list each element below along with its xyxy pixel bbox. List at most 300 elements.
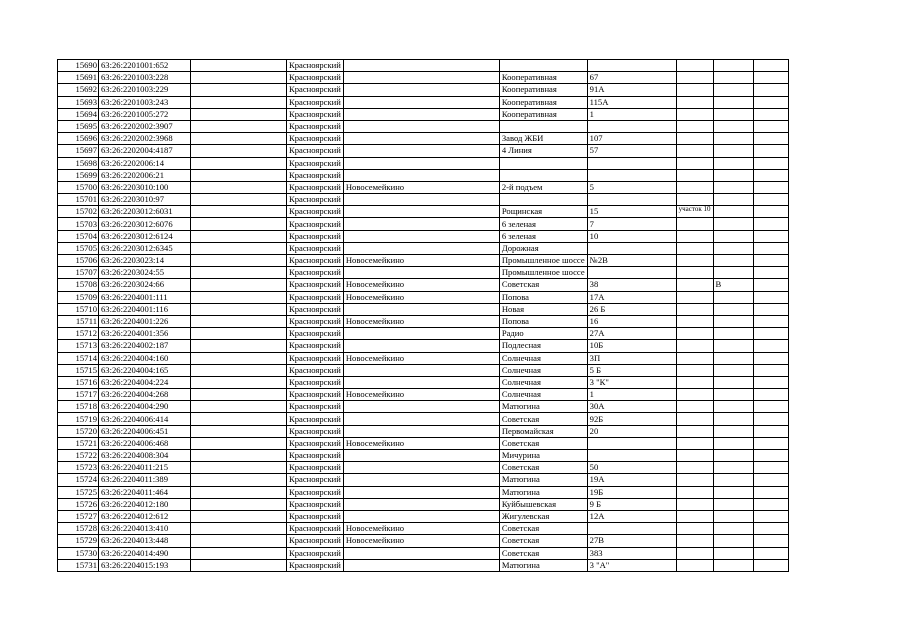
cell-c3[interactable]	[191, 462, 287, 474]
cell-street[interactable]	[499, 169, 587, 181]
cell-lit[interactable]	[713, 437, 753, 449]
cell-extra[interactable]	[676, 340, 713, 352]
cell-lit[interactable]	[713, 72, 753, 84]
cell-c10[interactable]	[753, 559, 788, 571]
cell-cad[interactable]: 63:26:2204004:268	[99, 389, 191, 401]
cell-extra[interactable]	[676, 84, 713, 96]
cell-num[interactable]: 15702	[58, 206, 99, 218]
cell-house[interactable]: 50	[587, 462, 676, 474]
cell-extra[interactable]	[676, 291, 713, 303]
cell-house[interactable]	[587, 450, 676, 462]
cell-settlement[interactable]	[343, 108, 499, 120]
cell-c10[interactable]	[753, 108, 788, 120]
cell-c3[interactable]	[191, 157, 287, 169]
cell-district[interactable]: Красноярский	[287, 413, 344, 425]
cell-street[interactable]: Матюгина	[499, 486, 587, 498]
cell-district[interactable]: Красноярский	[287, 328, 344, 340]
cell-district[interactable]: Красноярский	[287, 425, 344, 437]
cell-settlement[interactable]	[343, 267, 499, 279]
cell-c3[interactable]	[191, 279, 287, 291]
cell-lit[interactable]	[713, 120, 753, 132]
cell-settlement[interactable]	[343, 328, 499, 340]
cell-district[interactable]: Красноярский	[287, 242, 344, 254]
cell-lit[interactable]	[713, 523, 753, 535]
cell-street[interactable]: Советская	[499, 523, 587, 535]
cell-cad[interactable]: 63:26:2201003:243	[99, 96, 191, 108]
cell-extra[interactable]	[676, 242, 713, 254]
cell-lit[interactable]	[713, 206, 753, 218]
cell-street[interactable]: Солнечная	[499, 364, 587, 376]
cell-num[interactable]: 15727	[58, 510, 99, 522]
cell-extra[interactable]	[676, 255, 713, 267]
cell-c3[interactable]	[191, 242, 287, 254]
cell-settlement[interactable]	[343, 462, 499, 474]
cell-district[interactable]: Красноярский	[287, 547, 344, 559]
cell-cad[interactable]: 63:26:2204001:226	[99, 315, 191, 327]
cell-house[interactable]: 67	[587, 72, 676, 84]
cell-district[interactable]: Красноярский	[287, 84, 344, 96]
cell-num[interactable]: 15731	[58, 559, 99, 571]
cell-lit[interactable]	[713, 413, 753, 425]
cell-street[interactable]: Новая	[499, 303, 587, 315]
cell-num[interactable]: 15726	[58, 498, 99, 510]
cell-extra[interactable]	[676, 315, 713, 327]
cell-c3[interactable]	[191, 181, 287, 193]
cell-extra[interactable]	[676, 181, 713, 193]
cell-num[interactable]: 15724	[58, 474, 99, 486]
cell-c10[interactable]	[753, 291, 788, 303]
cell-c10[interactable]	[753, 169, 788, 181]
cell-street[interactable]: 2-й подъем	[499, 181, 587, 193]
cell-cad[interactable]: 63:26:2201005:272	[99, 108, 191, 120]
cell-lit[interactable]	[713, 133, 753, 145]
cell-settlement[interactable]: Новосемейкино	[343, 437, 499, 449]
cell-district[interactable]: Красноярский	[287, 315, 344, 327]
cell-street[interactable]	[499, 120, 587, 132]
cell-settlement[interactable]	[343, 303, 499, 315]
cell-c10[interactable]	[753, 340, 788, 352]
cell-house[interactable]	[587, 242, 676, 254]
cell-num[interactable]: 15694	[58, 108, 99, 120]
cell-cad[interactable]: 63:26:2203012:6031	[99, 206, 191, 218]
cell-lit[interactable]	[713, 169, 753, 181]
cell-extra[interactable]	[676, 108, 713, 120]
cell-c10[interactable]	[753, 389, 788, 401]
cell-house[interactable]: 30А	[587, 401, 676, 413]
cell-district[interactable]: Красноярский	[287, 133, 344, 145]
cell-lit[interactable]	[713, 340, 753, 352]
cell-settlement[interactable]	[343, 376, 499, 388]
cell-settlement[interactable]	[343, 340, 499, 352]
cell-house[interactable]	[587, 194, 676, 206]
cell-lit[interactable]	[713, 255, 753, 267]
cell-street[interactable]: Жигулевская	[499, 510, 587, 522]
cell-house[interactable]: 16	[587, 315, 676, 327]
cell-settlement[interactable]	[343, 169, 499, 181]
cell-c3[interactable]	[191, 547, 287, 559]
cell-settlement[interactable]	[343, 474, 499, 486]
cell-extra[interactable]	[676, 145, 713, 157]
cell-num[interactable]: 15697	[58, 145, 99, 157]
cell-house[interactable]: 19Б	[587, 486, 676, 498]
cell-settlement[interactable]	[343, 425, 499, 437]
cell-extra[interactable]	[676, 474, 713, 486]
cell-lit[interactable]	[713, 535, 753, 547]
cell-district[interactable]: Красноярский	[287, 72, 344, 84]
cell-extra[interactable]	[676, 535, 713, 547]
cell-c3[interactable]	[191, 352, 287, 364]
cell-c3[interactable]	[191, 364, 287, 376]
cell-c10[interactable]	[753, 303, 788, 315]
cell-cad[interactable]: 63:26:2204004:165	[99, 364, 191, 376]
cell-house[interactable]: 20	[587, 425, 676, 437]
cell-num[interactable]: 15714	[58, 352, 99, 364]
cell-c10[interactable]	[753, 242, 788, 254]
cell-district[interactable]: Красноярский	[287, 279, 344, 291]
cell-cad[interactable]: 63:26:2203023:14	[99, 255, 191, 267]
cell-c3[interactable]	[191, 60, 287, 72]
cell-c10[interactable]	[753, 194, 788, 206]
cell-cad[interactable]: 63:26:2203024:66	[99, 279, 191, 291]
cell-c3[interactable]	[191, 218, 287, 230]
cell-c3[interactable]	[191, 437, 287, 449]
cell-district[interactable]: Красноярский	[287, 364, 344, 376]
cell-district[interactable]: Красноярский	[287, 352, 344, 364]
cell-house[interactable]: 57	[587, 145, 676, 157]
cell-c10[interactable]	[753, 230, 788, 242]
cell-lit[interactable]: В	[713, 279, 753, 291]
cell-settlement[interactable]: Новосемейкино	[343, 389, 499, 401]
cell-cad[interactable]: 63:26:2204004:290	[99, 401, 191, 413]
cell-c3[interactable]	[191, 523, 287, 535]
cell-lit[interactable]	[713, 352, 753, 364]
cell-c3[interactable]	[191, 425, 287, 437]
cell-house[interactable]: 7	[587, 218, 676, 230]
cell-street[interactable]: Советская	[499, 279, 587, 291]
cell-extra[interactable]	[676, 486, 713, 498]
cell-settlement[interactable]	[343, 559, 499, 571]
cell-district[interactable]: Красноярский	[287, 340, 344, 352]
cell-extra[interactable]	[676, 510, 713, 522]
cell-cad[interactable]: 63:26:2202006:21	[99, 169, 191, 181]
cell-c10[interactable]	[753, 401, 788, 413]
cell-extra[interactable]	[676, 328, 713, 340]
cell-extra[interactable]	[676, 523, 713, 535]
cell-house[interactable]: 5	[587, 181, 676, 193]
cell-c3[interactable]	[191, 291, 287, 303]
cell-c10[interactable]	[753, 181, 788, 193]
cell-street[interactable]: Кооперативная	[499, 84, 587, 96]
cell-num[interactable]: 15707	[58, 267, 99, 279]
cell-street[interactable]: Мичурина	[499, 450, 587, 462]
cell-settlement[interactable]	[343, 401, 499, 413]
cell-cad[interactable]: 63:26:2204002:187	[99, 340, 191, 352]
cell-c10[interactable]	[753, 72, 788, 84]
cell-c3[interactable]	[191, 303, 287, 315]
cell-c10[interactable]	[753, 206, 788, 218]
cell-settlement[interactable]	[343, 230, 499, 242]
cell-district[interactable]: Красноярский	[287, 523, 344, 535]
cell-cad[interactable]: 63:26:2204006:468	[99, 437, 191, 449]
cell-settlement[interactable]	[343, 96, 499, 108]
cell-lit[interactable]	[713, 401, 753, 413]
cell-extra[interactable]	[676, 279, 713, 291]
cell-num[interactable]: 15725	[58, 486, 99, 498]
cell-street[interactable]: Солнечная	[499, 389, 587, 401]
cell-street[interactable]	[499, 194, 587, 206]
cell-house[interactable]: 9 Б	[587, 498, 676, 510]
cell-c3[interactable]	[191, 328, 287, 340]
cell-c3[interactable]	[191, 486, 287, 498]
cell-extra[interactable]	[676, 401, 713, 413]
cell-c3[interactable]	[191, 96, 287, 108]
cell-settlement[interactable]: Новосемейкино	[343, 352, 499, 364]
cell-num[interactable]: 15712	[58, 328, 99, 340]
cell-street[interactable]: Матюгина	[499, 474, 587, 486]
cell-settlement[interactable]	[343, 145, 499, 157]
cell-c10[interactable]	[753, 120, 788, 132]
cell-house[interactable]: 19А	[587, 474, 676, 486]
cell-lit[interactable]	[713, 450, 753, 462]
cell-district[interactable]: Красноярский	[287, 60, 344, 72]
cell-settlement[interactable]	[343, 84, 499, 96]
cell-c3[interactable]	[191, 133, 287, 145]
cell-district[interactable]: Красноярский	[287, 437, 344, 449]
cell-house[interactable]: 17А	[587, 291, 676, 303]
cell-settlement[interactable]	[343, 194, 499, 206]
cell-extra[interactable]	[676, 218, 713, 230]
cell-num[interactable]: 15716	[58, 376, 99, 388]
cell-house[interactable]: 12А	[587, 510, 676, 522]
cell-house[interactable]: 383	[587, 547, 676, 559]
cell-settlement[interactable]	[343, 120, 499, 132]
cell-lit[interactable]	[713, 425, 753, 437]
cell-lit[interactable]	[713, 486, 753, 498]
cell-lit[interactable]	[713, 145, 753, 157]
cell-cad[interactable]: 63:26:2204004:160	[99, 352, 191, 364]
cell-lit[interactable]	[713, 547, 753, 559]
cell-c3[interactable]	[191, 401, 287, 413]
cell-cad[interactable]: 63:26:2203010:100	[99, 181, 191, 193]
cell-street[interactable]: Радио	[499, 328, 587, 340]
cell-extra[interactable]	[676, 450, 713, 462]
cell-extra[interactable]	[676, 303, 713, 315]
cell-c10[interactable]	[753, 60, 788, 72]
cell-house[interactable]	[587, 267, 676, 279]
cell-c3[interactable]	[191, 389, 287, 401]
cell-cad[interactable]: 63:26:2203012:6076	[99, 218, 191, 230]
cell-house[interactable]	[587, 60, 676, 72]
cell-lit[interactable]	[713, 291, 753, 303]
cell-house[interactable]: 1	[587, 389, 676, 401]
cell-lit[interactable]	[713, 474, 753, 486]
cell-settlement[interactable]	[343, 450, 499, 462]
cell-lit[interactable]	[713, 267, 753, 279]
cell-cad[interactable]: 63:26:2204011:464	[99, 486, 191, 498]
cell-num[interactable]: 15708	[58, 279, 99, 291]
cell-settlement[interactable]	[343, 157, 499, 169]
cell-district[interactable]: Красноярский	[287, 303, 344, 315]
cell-cad[interactable]: 63:26:2204011:389	[99, 474, 191, 486]
cell-num[interactable]: 15698	[58, 157, 99, 169]
cell-street[interactable]: Рощинская	[499, 206, 587, 218]
cell-district[interactable]: Красноярский	[287, 535, 344, 547]
cell-district[interactable]: Красноярский	[287, 194, 344, 206]
cell-street[interactable]: Куйбышевская	[499, 498, 587, 510]
cell-extra[interactable]	[676, 96, 713, 108]
cell-settlement[interactable]	[343, 486, 499, 498]
cell-c3[interactable]	[191, 255, 287, 267]
cell-street[interactable]: Кооперативная	[499, 96, 587, 108]
cell-house[interactable]: 15	[587, 206, 676, 218]
cell-district[interactable]: Красноярский	[287, 206, 344, 218]
cell-house[interactable]: 91А	[587, 84, 676, 96]
cell-lit[interactable]	[713, 498, 753, 510]
cell-district[interactable]: Красноярский	[287, 401, 344, 413]
cell-num[interactable]: 15719	[58, 413, 99, 425]
cell-cad[interactable]: 63:26:2204001:116	[99, 303, 191, 315]
cell-house[interactable]: 10	[587, 230, 676, 242]
cell-cad[interactable]: 63:26:2204011:215	[99, 462, 191, 474]
cell-lit[interactable]	[713, 462, 753, 474]
cell-settlement[interactable]: Новосемейкино	[343, 291, 499, 303]
cell-num[interactable]: 15718	[58, 401, 99, 413]
cell-extra[interactable]	[676, 413, 713, 425]
cell-num[interactable]: 15706	[58, 255, 99, 267]
cell-lit[interactable]	[713, 315, 753, 327]
cell-num[interactable]: 15692	[58, 84, 99, 96]
cell-settlement[interactable]	[343, 242, 499, 254]
cell-street[interactable]: Дорожная	[499, 242, 587, 254]
cell-district[interactable]: Красноярский	[287, 462, 344, 474]
cell-cad[interactable]: 63:26:2203024:55	[99, 267, 191, 279]
cell-lit[interactable]	[713, 364, 753, 376]
cell-street[interactable]: Советская	[499, 535, 587, 547]
cell-cad[interactable]: 63:26:2204004:224	[99, 376, 191, 388]
cell-extra[interactable]	[676, 376, 713, 388]
cell-district[interactable]: Красноярский	[287, 389, 344, 401]
cell-district[interactable]: Красноярский	[287, 157, 344, 169]
cell-lit[interactable]	[713, 218, 753, 230]
cell-settlement[interactable]	[343, 498, 499, 510]
cell-c10[interactable]	[753, 376, 788, 388]
cell-c3[interactable]	[191, 413, 287, 425]
cell-c3[interactable]	[191, 120, 287, 132]
cell-cad[interactable]: 63:26:2204012:612	[99, 510, 191, 522]
cell-lit[interactable]	[713, 96, 753, 108]
cell-settlement[interactable]	[343, 133, 499, 145]
cell-num[interactable]: 15704	[58, 230, 99, 242]
cell-district[interactable]: Красноярский	[287, 255, 344, 267]
cell-settlement[interactable]: Новосемейкино	[343, 523, 499, 535]
cell-street[interactable]: Матюгина	[499, 559, 587, 571]
cell-lit[interactable]	[713, 108, 753, 120]
cell-cad[interactable]: 63:26:2204006:414	[99, 413, 191, 425]
cell-c3[interactable]	[191, 108, 287, 120]
cell-num[interactable]: 15713	[58, 340, 99, 352]
cell-district[interactable]: Красноярский	[287, 486, 344, 498]
cell-settlement[interactable]	[343, 547, 499, 559]
cell-cad[interactable]: 63:26:2204006:451	[99, 425, 191, 437]
cell-c3[interactable]	[191, 559, 287, 571]
cell-street[interactable]: 6 зеленая	[499, 230, 587, 242]
cell-house[interactable]	[587, 120, 676, 132]
cell-house[interactable]: 10Б	[587, 340, 676, 352]
cell-settlement[interactable]	[343, 364, 499, 376]
cell-street[interactable]: Первомайская	[499, 425, 587, 437]
cell-num[interactable]: 15699	[58, 169, 99, 181]
cell-settlement[interactable]	[343, 510, 499, 522]
cell-street[interactable]: Попова	[499, 315, 587, 327]
cell-street[interactable]: 4 Линия	[499, 145, 587, 157]
cell-c10[interactable]	[753, 145, 788, 157]
cell-extra[interactable]	[676, 437, 713, 449]
cell-house[interactable]: 92Б	[587, 413, 676, 425]
cell-district[interactable]: Красноярский	[287, 474, 344, 486]
cell-lit[interactable]	[713, 328, 753, 340]
cell-house[interactable]: 27А	[587, 328, 676, 340]
cell-c10[interactable]	[753, 279, 788, 291]
cell-street[interactable]: Солнечная	[499, 352, 587, 364]
cell-num[interactable]: 15700	[58, 181, 99, 193]
cell-lit[interactable]	[713, 376, 753, 388]
cell-house[interactable]	[587, 169, 676, 181]
cell-lit[interactable]	[713, 230, 753, 242]
cell-street[interactable]: Промышленное шоссе	[499, 267, 587, 279]
cell-c10[interactable]	[753, 486, 788, 498]
cell-num[interactable]: 15715	[58, 364, 99, 376]
cell-c3[interactable]	[191, 145, 287, 157]
cell-settlement[interactable]	[343, 218, 499, 230]
cell-c10[interactable]	[753, 315, 788, 327]
cell-street[interactable]: Попова	[499, 291, 587, 303]
cell-cad[interactable]: 63:26:2201003:229	[99, 84, 191, 96]
cell-c3[interactable]	[191, 194, 287, 206]
cell-c10[interactable]	[753, 133, 788, 145]
cell-lit[interactable]	[713, 157, 753, 169]
cell-cad[interactable]: 63:26:2201003:228	[99, 72, 191, 84]
cell-district[interactable]: Красноярский	[287, 169, 344, 181]
cell-extra[interactable]	[676, 364, 713, 376]
cell-num[interactable]: 15721	[58, 437, 99, 449]
cell-num[interactable]: 15690	[58, 60, 99, 72]
cell-cad[interactable]: 63:26:2202004:4187	[99, 145, 191, 157]
cell-c10[interactable]	[753, 535, 788, 547]
cell-street[interactable]: Советская	[499, 413, 587, 425]
cell-num[interactable]: 15723	[58, 462, 99, 474]
cell-c10[interactable]	[753, 328, 788, 340]
cell-c3[interactable]	[191, 535, 287, 547]
cell-district[interactable]: Красноярский	[287, 96, 344, 108]
cell-cad[interactable]: 63:26:2204001:356	[99, 328, 191, 340]
cell-settlement[interactable]	[343, 206, 499, 218]
cell-extra[interactable]	[676, 194, 713, 206]
cell-c10[interactable]	[753, 450, 788, 462]
cell-extra[interactable]	[676, 462, 713, 474]
cell-street[interactable]: 6 зеленая	[499, 218, 587, 230]
cell-c3[interactable]	[191, 230, 287, 242]
cell-num[interactable]: 15720	[58, 425, 99, 437]
cell-c3[interactable]	[191, 84, 287, 96]
cell-district[interactable]: Красноярский	[287, 510, 344, 522]
cell-extra[interactable]	[676, 559, 713, 571]
cell-house[interactable]: 3П	[587, 352, 676, 364]
cell-lit[interactable]	[713, 242, 753, 254]
cell-extra[interactable]	[676, 72, 713, 84]
cell-house[interactable]	[587, 437, 676, 449]
cell-extra[interactable]: участок 10	[676, 206, 713, 218]
cell-c10[interactable]	[753, 547, 788, 559]
